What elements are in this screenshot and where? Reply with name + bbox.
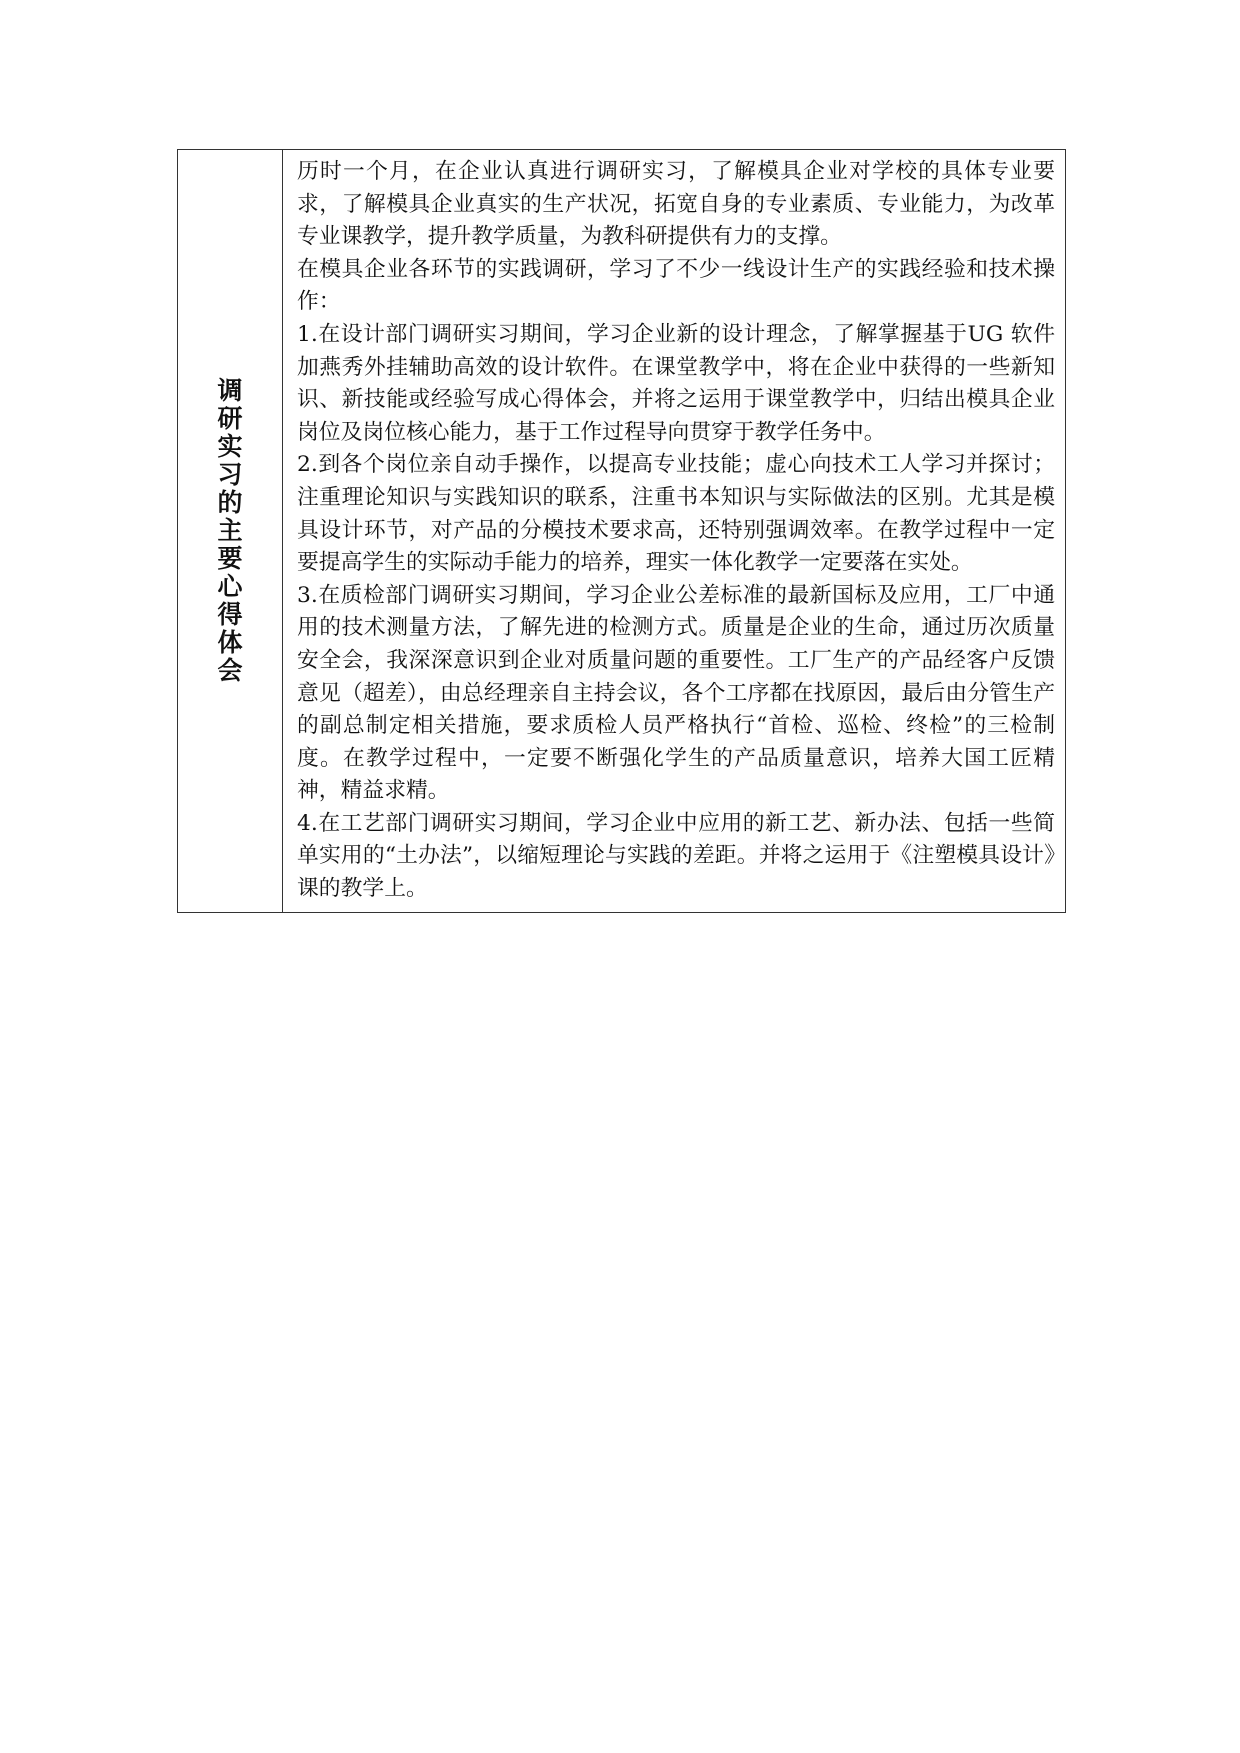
paragraph-item-3: 3.在质检部门调研实习期间，学习企业公差标准的最新国标及应用，工厂中通用的技术测量方法，了解先进的检测方式。质量是企业的生命，通过历次质量安全会，我深深意识到企业对质量问题的重要性。工厂生产的产品经客户反馈意见（超差），由总经理亲自主持会议，各个工序都在找原因，最后由分管生产的副总制定相关措施，要求质检人员严格执行“首检、巡检、终检”的三检制度。在教学过程中，一定要不断强化学生的产品质量意识，培养大国工匠精神，精益求精。 — [297, 582, 1055, 804]
table-row — [178, 150, 1066, 913]
label-cell — [178, 150, 283, 913]
paragraph-item-4: 4.在工艺部门调研实习期间，学习企业中应用的新工艺、新办法、包括一些简单实用的“土办法”，以缩短理论与实践的差距。并将之运用于《注塑模具设计》课的教学上。 — [297, 810, 1055, 902]
report-table — [177, 149, 1066, 913]
content-cell — [283, 150, 1066, 913]
paragraph-item-2: 2.到各个岗位亲自动手操作，以提高专业技能；虚心向技术工人学习并探讨；注重理论知识与实践知识的联系，注重书本知识与实际做法的区别。尤其是模具设计环节，对产品的分模技术要求高，还特别强调效率。在教学过程中一定要提高学生的实际动手能力的培养，理实一体化教学一定要落在实处。 — [297, 452, 1055, 576]
paragraph-item-1: 1.在设计部门调研实习期间，学习企业新的设计理念，了解掌握基于UG 软件加燕秀外挂辅助高效的设计软件。在课堂教学中，将在企业中获得的一些新知识、新技能或经验写成心得体会，并将之运用于课堂教学中，归结出模具企业岗位及岗位核心能力，基于工作过程导向贯穿于教学任务中。 — [297, 321, 1055, 445]
paragraph-practice: 在模具企业各环节的实践调研，学习了不少一线设计生产的实践经验和技术操作： — [297, 256, 1055, 315]
section-label: 调研实习的主要心得体会 — [217, 375, 243, 685]
paragraph-intro: 历时一个月，在企业认真进行调研实习，了解模具企业对学校的具体专业要求，了解模具企业真实的生产状况，拓宽自身的专业素质、专业能力，为改革专业课教学，提升教学质量，为教科研提供有力的支撑。 — [297, 159, 1055, 250]
content-body — [283, 150, 1065, 912]
